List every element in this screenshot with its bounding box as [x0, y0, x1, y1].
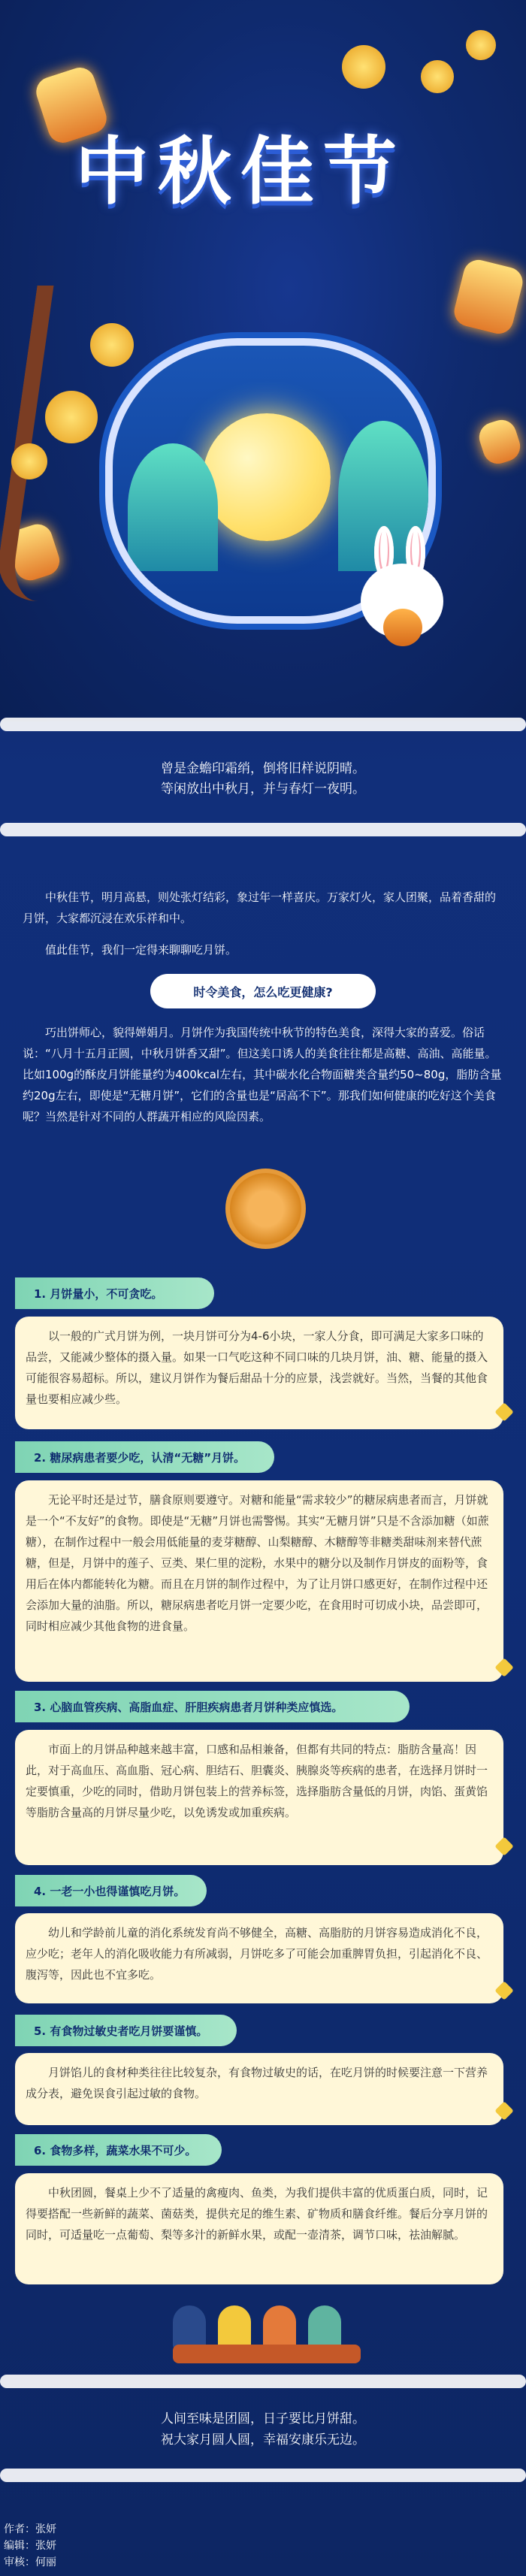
section-heading: 5. 有食物过敏史者吃月饼要谨慎。: [15, 2015, 237, 2046]
section-card: 幼儿和学龄前儿童的消化系统发育尚不够健全，高糖、高脂肪的月饼容易造成消化不良，应少吃；老年人的消化吸收能力有所减弱，月饼吃多了可能会加重脾胃负担，引起消化不良、腹泻等，因此也不宜多吃。: [15, 1913, 503, 2003]
section-heading: 6. 食物多样，蔬菜水果不可少。: [15, 2134, 222, 2166]
mountain-icon: [128, 443, 218, 571]
osmanthus-icon: [90, 323, 134, 367]
moon-icon: [203, 413, 331, 541]
section-card: 中秋团圆，餐桌上少不了适量的禽瘦肉、鱼类，为我们提供丰富的优质蛋白质，同时，记得要搭配一些新鲜的蔬菜、菌菇类，提供充足的维生素、矿物质和膳食纤维。餐后分享月饼的同时，可适量吃一点葡萄、梨等多汁的新鲜水果，或配一壶清茶，调节口味，祛油解腻。: [15, 2173, 503, 2284]
ending-line: 人间至味是团圆，日子要比月饼甜。: [161, 2411, 365, 2426]
credit-reviewer: 审核：何丽: [4, 2556, 56, 2568]
cloud-divider: [0, 2461, 526, 2499]
section-card: 月饼馅儿的食材种类往往比较复杂，有食物过敏史的话，在吃月饼的时候要注意一下营养成分表，避免误食引起过敏的食物。: [15, 2053, 503, 2125]
ending-line: 祝大家月圆人圆，幸福安康乐无边。: [161, 2432, 365, 2448]
credit-author: 作者：张妍: [4, 2523, 56, 2535]
cloud-divider: [0, 2367, 526, 2405]
osmanthus-icon: [45, 391, 98, 443]
cloud-divider: [0, 815, 526, 853]
section-heading: 2. 糖尿病患者要少吃，认清“无糖”月饼。: [15, 1441, 274, 1473]
osmanthus-icon: [11, 443, 47, 479]
ending-poem: [0, 2408, 526, 2451]
body-paragraph: 巧出饼师心，貌得婵娟月。月饼作为我国传统中秋节的特色美食，深得大家的喜爱。俗话说：“八月十五月正圆，中秋月饼香又甜”。但这美口诱人的美食往往都是高糖、高油、高能量。比如100g的酥皮月饼能量约为400kcal左右，其中碳水化合物面糖类含量约50~80g，脂肪含量约20g左右，即使是“无糖月饼”，它们的含量也是“居高不下”。那我们如何健康的吃好这个美食呢？当然是针对不同的人群蔬开相应的风险因素。: [23, 1026, 502, 1123]
page-title: 中秋佳节: [75, 129, 407, 215]
section-card: 市面上的月饼品种越来越丰富，口感和品相兼备，但都有共同的特点：脂肪含量高！因此，对于高血压、高血脂、冠心病、胆结石、胆囊炎、胰腺炎等疾病的患者，在选择月饼时一定要慎重，少吃的同时，借助月饼包装上的营养标签，选择脂肪含量低的月饼，肉馅、蛋黄馅等脂肪含量高的月饼尽量少吃，以免诱发或加重疾病。: [15, 1730, 503, 1865]
section-heading: 3. 心脑血管疾病、高脂血症、肝胆疾病患者月饼种类应慎选。: [15, 1691, 410, 1722]
intro-paragraph: 中秋佳节，明月高悬，则处张灯结彩，象过年一样喜庆。万家灯火，家人团聚，品着香甜的月饼，大家都沉浸在欢乐祥和中。: [23, 890, 497, 925]
section-heading: 4. 一老一小也得谨慎吃月饼。: [15, 1875, 207, 1906]
cloud-divider: [0, 710, 526, 748]
osmanthus-icon: [342, 45, 385, 89]
mooncake-box-icon: [476, 416, 524, 468]
section-card: 无论平时还是过节，膳食原则要遵守。对糖和能量“需求较少”的糖尿病患者而言，月饼就是一个“不友好”的食物。即使是“无糖”月饼也需警惕。其实“无糖月饼”只是不含添加糖（如蔗糖），在制作过程中一般会用低能量的麦芽糖醇、山梨糖醇、木糖醇等非糖类甜味剂来替代蔗糖，但是，月饼中的莲子、豆类、果仁里的淀粉，水果中的糖分以及制作月饼皮的面粉等，食用后在体内都能转化为糖。而且在月饼的制作过程中，为了让月饼口感更好，在制作过程中还会添加大量的油脂。所以，糖尿病患者吃月饼一定要少吃，在食用时可切成小块，品尝即可，同时相应减少其他食物的进食量。: [15, 1480, 503, 1682]
intro-paragraph: 值此佳节，我们一定得来聊聊吃月饼。: [45, 943, 237, 957]
question-banner: 时令美食，怎么吃更健康?: [150, 974, 376, 1008]
credit-editor: 编辑：张妍: [4, 2540, 56, 2552]
osmanthus-icon: [466, 30, 496, 60]
hero-banner: [0, 0, 526, 721]
poem: [0, 759, 526, 800]
osmanthus-icon: [421, 60, 454, 93]
credits: [4, 2521, 56, 2571]
poem-line: 等闲放出中秋月，并与春灯一夜明。: [161, 782, 365, 797]
section-heading: 1. 月饼量小，不可贪吃。: [15, 1277, 214, 1309]
lantern-icon: [451, 257, 525, 337]
section-card: 以一般的广式月饼为例，一块月饼可分为4-6小块，一家人分食，即可满足大家多口味的品尝，又能减少整体的摄入量。如果一口气吃这种不同口味的几块月饼，油、糖、能量的摄入可能很容易超标。所以，建议月饼作为餐后甜品十分的应景，浅尝就好。当然，当餐的其他食量也要相应减少些。: [15, 1317, 503, 1429]
poem-line: 曾是金蟾印霜绡，倒将旧样说阴晴。: [161, 761, 365, 776]
family-reunion-icon: [158, 2292, 376, 2367]
mooncake-icon: [225, 1169, 306, 1249]
rabbit-icon: [353, 526, 451, 639]
